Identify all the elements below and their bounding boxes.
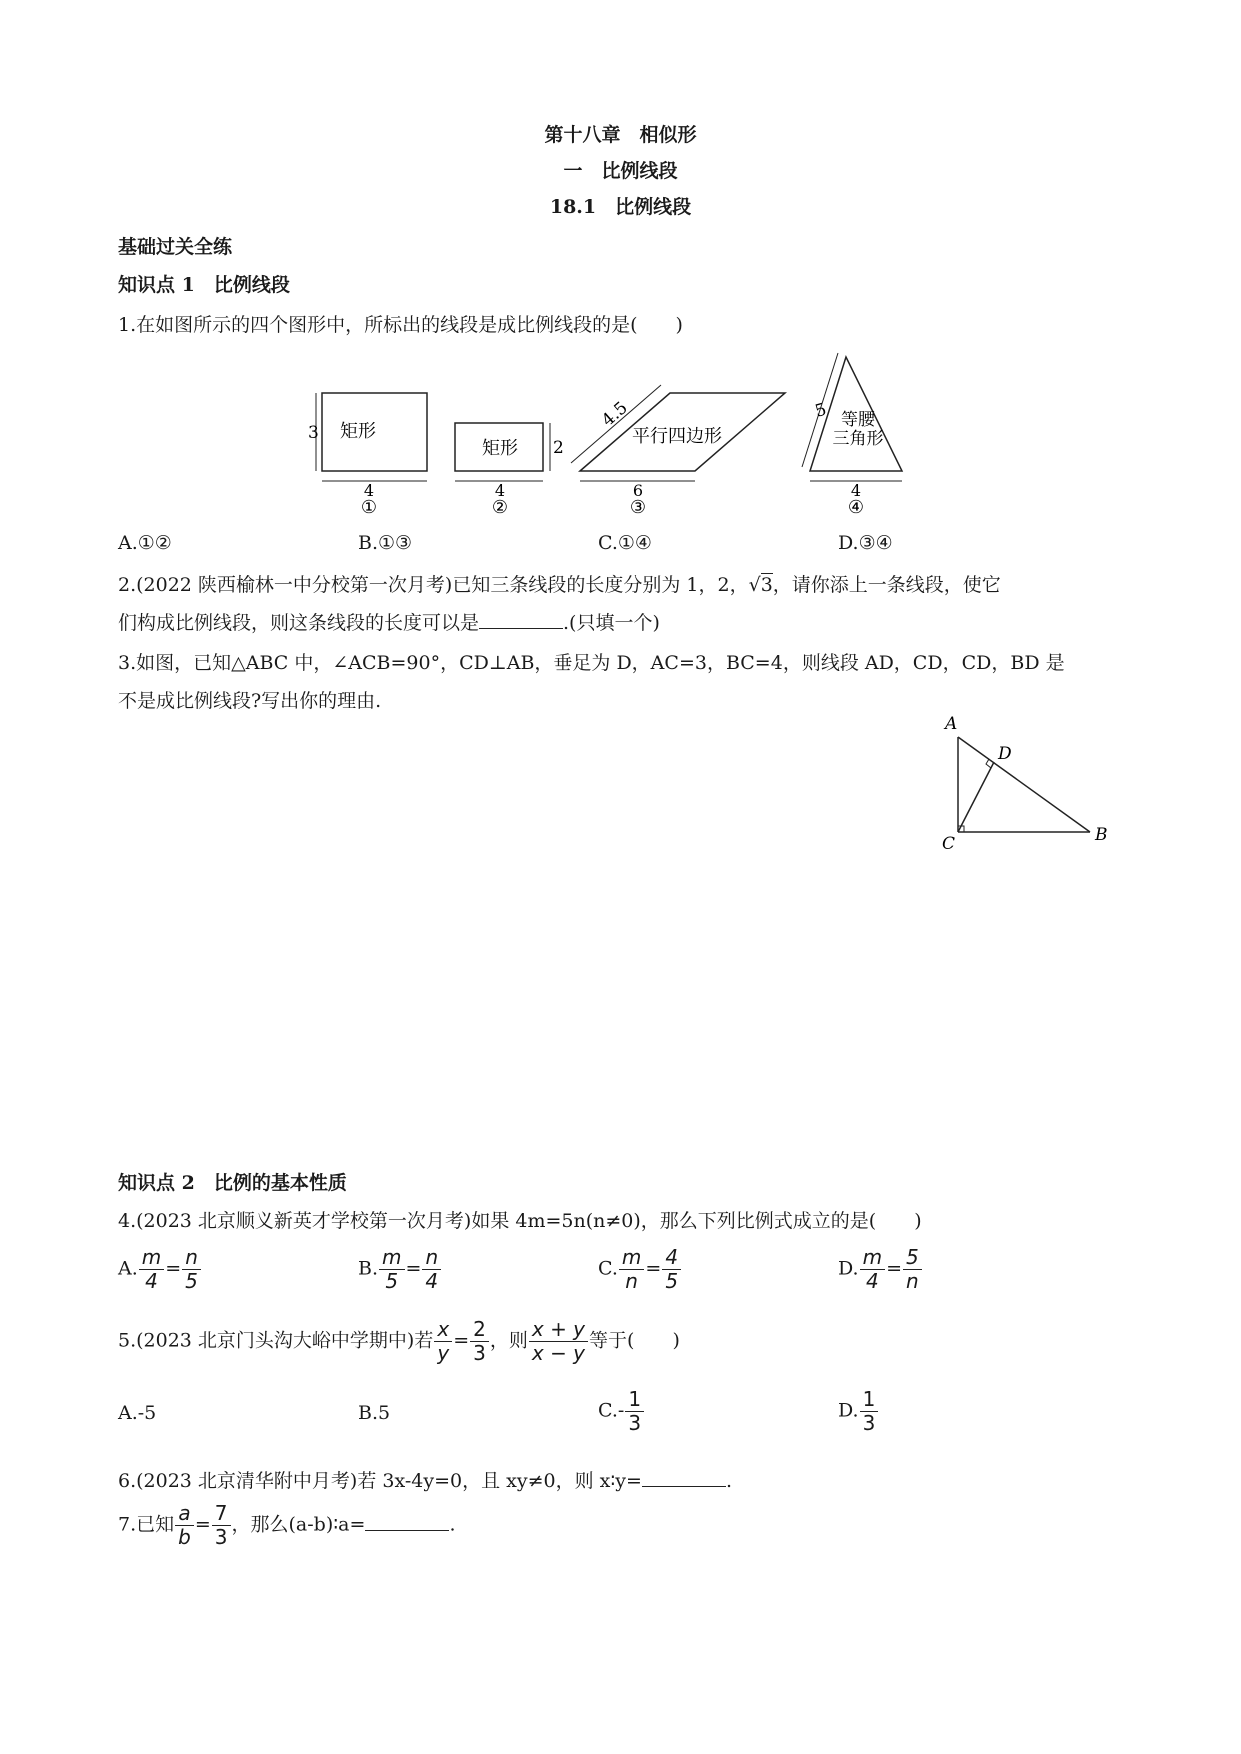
fig2-num: ② <box>491 497 509 515</box>
q5-option-b: B.5 <box>358 1402 391 1424</box>
q7-line: 7.已知 $\frac{a}{b}$ = $\frac{7}{3}$ ，那么(a-b)∶a= . <box>118 1501 456 1549</box>
q3-line2: 不是成比例线段?写出你的理由. <box>118 690 382 712</box>
fig2-side: 2 <box>553 438 564 458</box>
fig3-label: 平行四边形 <box>632 426 722 447</box>
q4-option-a: A. $\frac{m}{4}$ = $\frac{n}{5}$ <box>118 1246 202 1293</box>
q2-line2: 们构成比例线段，则这条线段的长度可以是 .(只填一个) <box>118 612 660 634</box>
q1-figures <box>290 345 940 515</box>
q4-option-b: B. $\frac{m}{5}$ = $\frac{n}{4}$ <box>358 1246 442 1293</box>
fig3-bottom: 6 <box>632 481 644 500</box>
q1-option-a: A.①② <box>118 532 172 554</box>
label-a: A <box>945 715 958 734</box>
fig4-side: 5 <box>812 399 829 422</box>
practice-title: 基础过关全练 <box>118 236 233 258</box>
q5-stem: 5.(2023 北京门头沟大峪中学期中)若 $\frac{x}{y}$ = $\frac{2}{3}$ ，则 $\frac{x + y}{x - y}$ 等于( ) <box>118 1317 680 1365</box>
figure-3-parallelogram <box>571 385 785 515</box>
q6-line: 6.(2023 北京清华附中月考)若 3x-4y=0，且 xy≠0，则 x∶y= . <box>118 1470 733 1492</box>
fig4-label2: 三角形 <box>832 429 884 449</box>
fig2-bottom: 4 <box>494 481 506 500</box>
fig1-side: 3 <box>308 423 319 443</box>
fig4-num: ④ <box>847 497 865 515</box>
sqrt-value: 3 <box>760 574 773 596</box>
q2-line1: 2.(2022 陕西榆林一中分校第一次月考)已知三条线段的长度分别为 1，2，√3，请你添上一条线段，使它 <box>118 574 1001 596</box>
q1-option-d: D.③④ <box>838 532 893 554</box>
q2-answer-blank <box>479 612 563 629</box>
sqrt-symbol: √ <box>748 574 761 596</box>
fig3-side: 4.5 <box>598 397 632 431</box>
q6-answer-blank <box>642 1470 726 1487</box>
q5-option-d: D. $\frac{1}{3}$ <box>838 1388 879 1435</box>
fig1-label: 矩形 <box>340 421 376 442</box>
q4-option-c: C. $\frac{m}{n}$ = $\frac{4}{5}$ <box>598 1246 682 1293</box>
subsection-title: 18.1 比例线段 <box>549 196 692 218</box>
q3-triangle-figure <box>930 715 1130 855</box>
label-b: B <box>1095 825 1108 845</box>
section-title: 一 比例线段 <box>563 160 678 182</box>
fig1-num: ① <box>360 497 378 515</box>
figure-1-rectangle <box>308 393 427 515</box>
fig1-bottom: 4 <box>363 481 375 500</box>
q7-answer-blank <box>365 1514 449 1531</box>
knowledge-point-1: 知识点 1 比例线段 <box>118 274 290 296</box>
q4-option-d: D. $\frac{m}{4}$ = $\frac{5}{n}$ <box>838 1246 923 1293</box>
fig2-label: 矩形 <box>482 438 518 459</box>
q5-option-c: C.- $\frac{1}{3}$ <box>598 1388 645 1435</box>
q3-line1: 3.如图，已知△ABC 中，∠ACB=90°，CD⊥AB，垂足为 D，AC=3，BC=4，则线段 AD，CD，CD，BD 是 <box>118 652 1065 674</box>
label-c: C <box>942 834 956 854</box>
knowledge-point-2: 知识点 2 比例的基本性质 <box>118 1172 347 1194</box>
q1-option-c: C.①④ <box>598 532 652 554</box>
figure-2-rectangle <box>455 423 564 515</box>
label-d: D <box>998 744 1012 764</box>
q5-option-a: A.-5 <box>118 1402 157 1424</box>
q4-stem: 4.(2023 北京顺义新英才学校第一次月考)如果 4m=5n(n≠0)，那么下列比例式成立的是( ) <box>118 1210 922 1232</box>
fig4-label1: 等腰 <box>841 410 875 430</box>
q1-stem: 1.在如图所示的四个图形中，所标出的线段是成比例线段的是( ) <box>118 314 683 336</box>
figure-4-triangle <box>802 353 902 515</box>
chapter-title: 第十八章 相似形 <box>544 124 697 146</box>
fig3-num: ③ <box>629 497 647 515</box>
q1-option-b: B.①③ <box>358 532 413 554</box>
fig4-bottom: 4 <box>850 481 862 500</box>
